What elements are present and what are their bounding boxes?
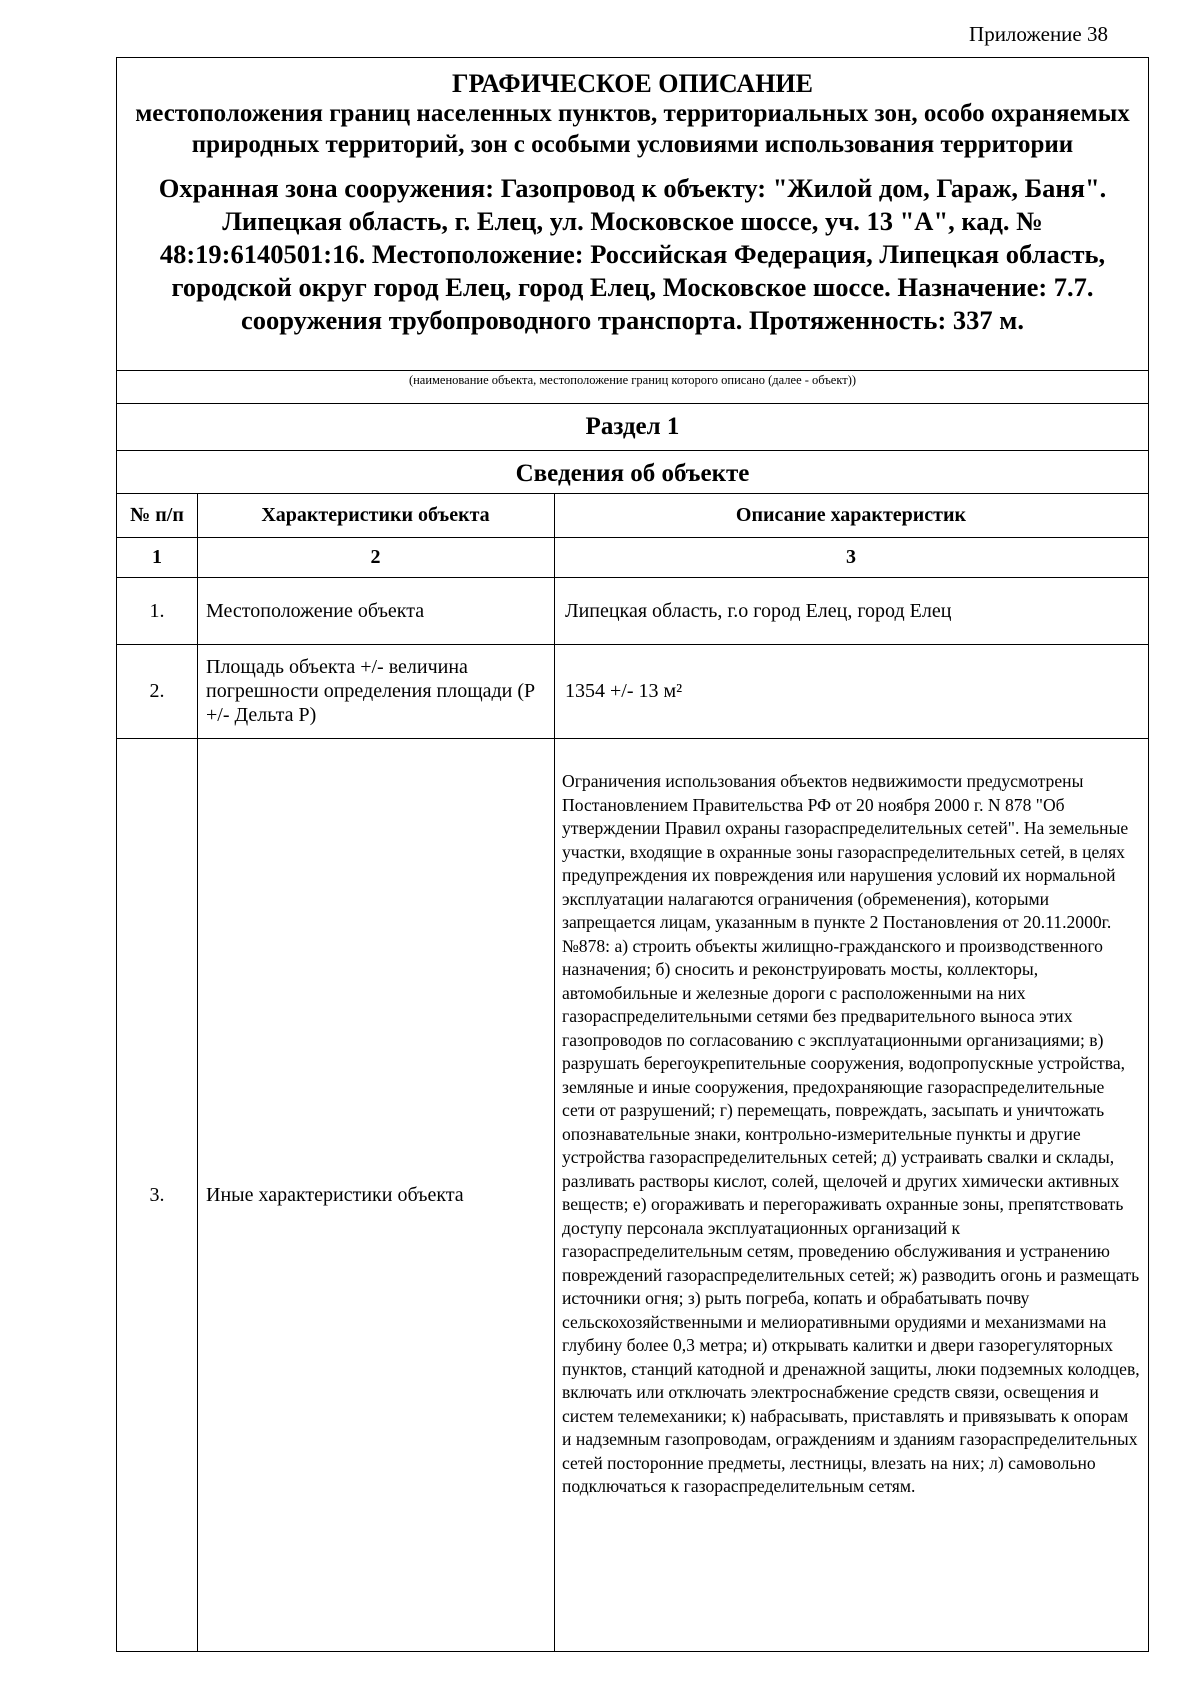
caption-divider [117,370,1148,371]
divider [117,450,1148,451]
document-subtitle: местоположения границ населенных пунктов, территориальных зон, особо охраняемых природных территорий, зон с особыми условиями использования территории [135,100,1130,158]
row-number: 2. [149,680,165,702]
row-characteristic: Местоположение объекта [206,599,425,622]
table-header-description: Описание характеристик [735,504,967,526]
column-number: 2 [370,546,381,568]
column-number: 1 [152,546,162,568]
row-characteristic: Площадь объекта +/- величина погрешности определения площади (P +/- Дельта P) [206,656,535,726]
section-subtitle: Сведения об объекте [515,460,750,487]
object-name: Охранная зона сооружения: Газопровод к объекту: "Жилой дом, Гараж, Баня". Липецкая область, г. Елец, ул. Московское шоссе, уч. 13 "А", кад. № 48:19:6140501:16. Местоположение: Российская Федерация, Липецкая область, городской округ город Елец, город Елец, Московское шоссе. Назначение: 7.7. сооружения трубопроводного транспорта. Протяженность: 337 м. [158,173,1107,335]
appendix-label: Приложение 38 [969,22,1108,46]
row-description: Ограничения использования объектов недвижимости предусмотрены Постановлением Правительства РФ от 20 ноября 2000 г. N 878 "Об утверждении Правил охраны газораспределительных сетей". На земельные участки, входящие в охранные зоны газораспределительных сетей, в целях предупреждения их повреждения или нарушения условий их нормальной эксплуатации налагаются ограничения (обременения), которыми запрещается лицам, указанным в пункте 2 Постановления от 20.11.2000г. №878: а) строить объекты жилищно-гражданского и производственного назначения; б) сносить и реконструировать мосты, коллекторы, автомобильные и железные дороги с расположенными на них газораспределительными сетями без предварительного выноса этих газопроводов по согласованию с эксплуатационными организациями; в) разрушать берегоукрепительные сооружения, водопропускные устройства, земляные и иные сооружения, предохраняющие газораспределительные сети от разрушений; г) перемещать, повреждать, засыпать и уничтожать опознавательные знаки, контрольно-измерительные пункты и другие устройства газораспределительных сетей; д) устраивать свалки и склады, разливать растворы кислот, солей, щелочей и других химически активных веществ; е) огораживать и перегораживать охранные зоны, препятствовать доступу персонала эксплуатационных организаций к газораспределительным сетям, проведению обслуживания и устранению повреждений газораспределительных сетей; ж) разводить огонь и размещать источники огня; з) рыть погреба, копать и обрабатывать почву сельскохозяйственными и мелиоративными орудиями и механизмами на глубину более 0,3 метра; и) открывать калитки и двери газорегуляторных пунктов, станций катодной и дренажной защиты, люки подземных колодцев, включать или отключать электроснабжение средств связи, освещения и систем телемеханики; к) набрасывать, приставлять и привязывать к опорам и надземным газопроводам, ограждениям и зданиям газораспределительных сетей посторонние предметы, лестницы, влезать на них; л) самовольно подключаться к газораспределительным сетям. [562,771,1140,1496]
object-caption: (наименование объекта, местоположение границ которого описано (далее - объект)) [408,373,857,387]
row-description: 1354 +/- 13 м² [565,680,683,702]
table-header-characteristics: Характеристики объекта [261,504,490,526]
document-frame [116,57,1149,1652]
document-title: ГРАФИЧЕСКОЕ ОПИСАНИЕ [452,69,813,98]
row-description-cell [554,738,1148,1651]
row-number: 1. [149,599,165,622]
section-title: Раздел 1 [585,413,680,440]
row-description: Липецкая область, г.о город Елец, город Елец [565,599,952,622]
table-header-num: № п/п [130,504,184,526]
column-number: 3 [846,546,856,568]
divider [117,403,1148,404]
row-number: 3. [149,1183,165,1206]
row-characteristic: Иные характеристики объекта [206,1183,464,1206]
